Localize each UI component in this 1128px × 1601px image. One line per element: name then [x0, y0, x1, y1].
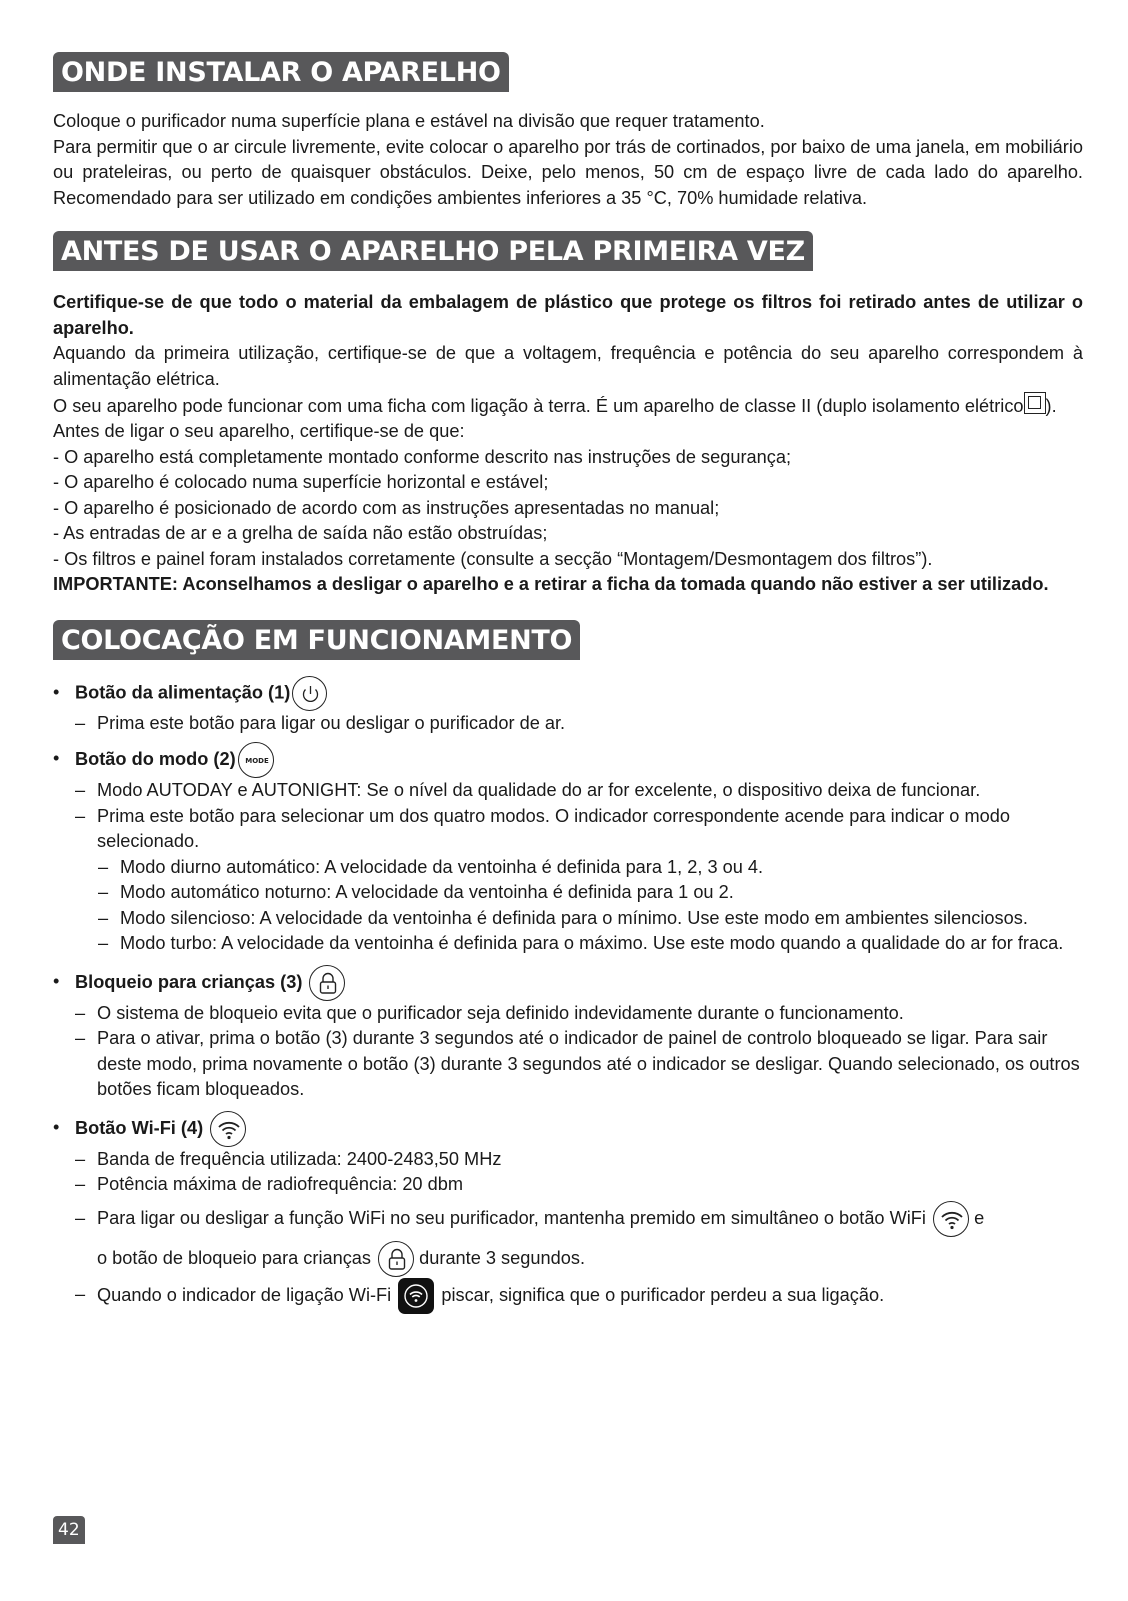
before-use-paragraph-3: Antes de ligar o seu aparelho, certifique-se de que: [53, 421, 465, 441]
child-lock-item [53, 965, 1083, 1001]
mode-sub-item: – Modo silencioso: A velocidade da ventoinha é definida para o mínimo. Use este modo em ambientes silenciosos. [53, 906, 1083, 932]
wifi-desc-toggle [53, 1198, 1083, 1278]
power-desc: – Prima este botão para ligar ou desligar o purificador de ar. [53, 711, 1083, 737]
before-use-bold-note: Certifique-se de que todo o material da embalagem de plástico que protege os filtros foi retirado antes de utilizar o aparelho. [53, 292, 1083, 338]
check-item: - O aparelho é posicionado de acordo com as instruções apresentadas no manual; [53, 497, 720, 518]
before-use-paragraph-2 [53, 392, 1083, 419]
wifi-indicator-icon [398, 1278, 434, 1314]
section-heading-before-use: ANTES DE USAR O APARELHO PELA PRIMEIRA VEZ [53, 231, 813, 271]
check-item: - As entradas de ar e a grelha de saída não estão obstruídas; [53, 523, 548, 543]
install-paragraph-1: Coloque o purificador numa superfície plana e estável na divisão que requer tratamento. [53, 111, 765, 131]
lock-icon [309, 965, 345, 1001]
mode-sub-item: – Modo turbo: A velocidade da ventoinha é definida para o máximo. Use este modo quando a qualidade do ar for fraca. [53, 931, 1083, 957]
wifi-toggle-text-1: Para ligar ou desligar a função WiFi no seu purificador, mantenha premido em simultâneo o botão WiFi [97, 1207, 926, 1228]
wifi-indicator-text-2: piscar, significa que o purificador perdeu a sua ligação. [441, 1284, 885, 1305]
class2-text: O seu aparelho pode funcionar com uma ficha com ligação à terra. É um aparelho de classe II (duplo isolamento elétrico [53, 396, 1024, 416]
mode-button-title: Botão do modo (2) [75, 748, 236, 769]
wifi-button-title: Botão Wi-Fi (4) [75, 1117, 204, 1138]
wifi-desc-indicator [53, 1278, 1083, 1314]
important-note: IMPORTANTE: Aconselhamos a desligar o aparelho e a retirar a ficha da tomada quando não estiver a ser utilizado. [53, 574, 1049, 594]
install-paragraph-2: Para permitir que o ar circule livremente, evite colocar o aparelho por trás de cortinados, por baixo de uma janela, em mobiliário ou prateleiras, ou perto de quaisquer obstáculos. Deixe, pelo menos, 50 cm de espaço livre de cada lado do aparelho. Recomendado para ser utilizado em condições ambientes inferiores a 35 °C, 70% humidade relativa. [53, 136, 1083, 208]
wifi-toggle-text-2: e [974, 1207, 985, 1228]
section-heading-install: ONDE INSTALAR O APARELHO [53, 52, 509, 92]
wifi-desc: – Banda de frequência utilizada: 2400-2483,50 MHz [53, 1147, 1083, 1173]
mode-sub-item: – Modo diurno automático: A velocidade da ventoinha é definida para 1, 2, 3 ou 4. [53, 855, 1083, 881]
child-lock-desc: – Para o ativar, prima o botão (3) durante 3 segundos até o indicador de painel de controlo bloqueado se ligar. Para sair deste modo, prima novamente o botão (3) durante 3 segundos até o indicador se desligar. Quando selecionado, os outros botões ficam bloqueados. [53, 1026, 1083, 1103]
wifi-indicator-text-1: Quando o indicador de ligação Wi-Fi [97, 1284, 392, 1305]
page-content [53, 52, 1083, 1314]
power-button-item [53, 676, 1083, 711]
check-item: - Os filtros e painel foram instalados corretamente (consulte a secção “Montagem/Desmontagem dos filtros”). [53, 548, 933, 569]
check-item: - O aparelho está completamente montado conforme descrito nas instruções de segurança; [53, 446, 792, 467]
child-lock-desc: – O sistema de bloqueio evita que o purificador seja definido indevidamente durante o funcionamento. [53, 1001, 1083, 1027]
wifi-desc: – Potência máxima de radiofrequência: 20 dbm [53, 1172, 1083, 1198]
wifi-button-item [53, 1111, 1083, 1147]
class-ii-double-insulation-icon [1024, 392, 1046, 414]
lock-icon [378, 1241, 414, 1277]
power-icon [292, 676, 327, 711]
mode-icon-text: MODE [244, 757, 269, 765]
section-heading-operation: COLOCAÇÃO EM FUNCIONAMENTO [53, 620, 580, 660]
wifi-icon [210, 1111, 246, 1147]
mode-sub-item: – Modo automático noturno: A velocidade da ventoinha é definida para 1 ou 2. [53, 880, 1083, 906]
page-number: 42 [53, 1516, 85, 1544]
wifi-icon [933, 1201, 969, 1237]
before-use-paragraph-1: Aquando da primeira utilização, certifique-se de que a voltagem, frequência e potência do seu aparelho correspondem à alimentação elétrica. [53, 343, 1083, 389]
check-item: - O aparelho é colocado numa superfície horizontal e estável; [53, 472, 549, 492]
mode-desc: – Prima este botão para selecionar um dos quatro modos. O indicador correspondente acende para indicar o modo selecionado. [53, 804, 1083, 855]
child-lock-title: Bloqueio para crianças (3) [75, 971, 303, 992]
mode-button-item [53, 742, 1083, 778]
mode-desc: – Modo AUTODAY e AUTONIGHT: Se o nível da qualidade do ar for excelente, o dispositivo deixa de funcionar. [53, 778, 1083, 804]
wifi-toggle-text-4: durante 3 segundos. [419, 1247, 585, 1268]
mode-icon [238, 742, 274, 778]
wifi-toggle-text-3: o botão de bloqueio para crianças [97, 1247, 372, 1268]
class2-text-end: ). [1045, 396, 1057, 416]
power-button-title: Botão da alimentação (1) [75, 681, 291, 702]
